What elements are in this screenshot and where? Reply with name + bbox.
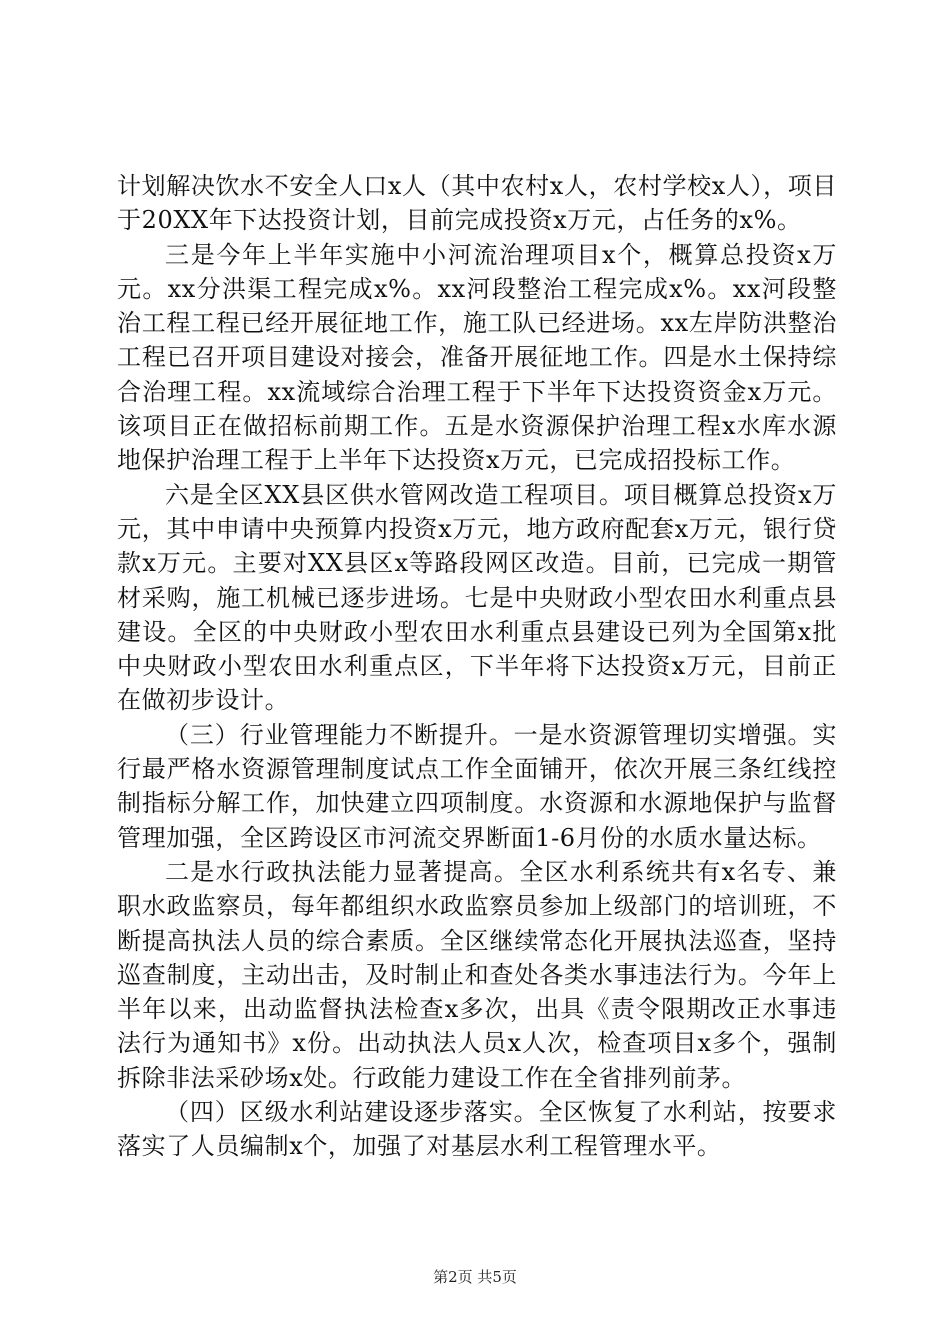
paragraph-1: 计划解决饮水不安全人口x人（其中农村x人，农村学校x人），项目于20XX年下达投资计划，目前完成投资x万元，占任务的x%。 [117,172,837,235]
page-number-footer: 第2页 共5页 [433,1268,517,1286]
document-body [117,169,837,1164]
paragraph-6: （四）区级水利站建设逐步落实。全区恢复了水利站，按要求落实了人员编制x个，加强了对基层水利工程管理水平。 [117,1098,837,1161]
paragraph-2: 三是今年上半年实施中小河流治理项目x个，概算总投资x万元。xx分洪渠工程完成x%。xx河段整治工程完成x%。xx河段整治工程工程已经开展征地工作，施工队已经进场。xx左岸防洪整治工程已召开项目建设对接会，准备开展征地工作。四是水土保持综合治理工程。xx流域综合治理工程于下半年下达投资资金x万元。该项目正在做招标前期工作。五是水资源保护治理工程x水库水源地保护治理工程于上半年下达投资x万元，已完成招投标工作。 [117,240,837,475]
paragraph-3: 六是全区XX县区供水管网改造工程项目。项目概算总投资x万元，其中申请中央预算内投资x万元，地方政府配套x万元，银行贷款x万元。主要对XX县区x等路段网区改造。目前，已完成一期管材采购，施工机械已逐步进场。七是中央财政小型农田水利重点县建设。全区的中央财政小型农田水利重点县建设已列为全国第x批中央财政小型农田水利重点区，下半年将下达投资x万元，目前正在做初步设计。 [117,480,837,715]
paragraph-4: （三）行业管理能力不断提升。一是水资源管理切实增强。实行最严格水资源管理制度试点工作全面铺开，依次开展三条红线控制指标分解工作，加快建立四项制度。水资源和水源地保护与监督管理加强，全区跨设区市河流交界断面1-6月份的水质水量达标。 [117,720,837,852]
paragraph-5: 二是水行政执法能力显著提高。全区水利系统共有x名专、兼职水政监察员，每年都组织水政监察员参加上级部门的培训班，不断提高执法人员的综合素质。全区继续常态化开展执法巡查，坚持巡查制度，主动出击，及时制止和查处各类水事违法行为。今年上半年以来，出动监督执法检查x多次，出具《责令限期改正水事违法行为通知书》x份。出动执法人员x人次，检查项目x多个，强制拆除非法采砂场x处。行政能力建设工作在全省排列前茅。 [117,857,837,1092]
